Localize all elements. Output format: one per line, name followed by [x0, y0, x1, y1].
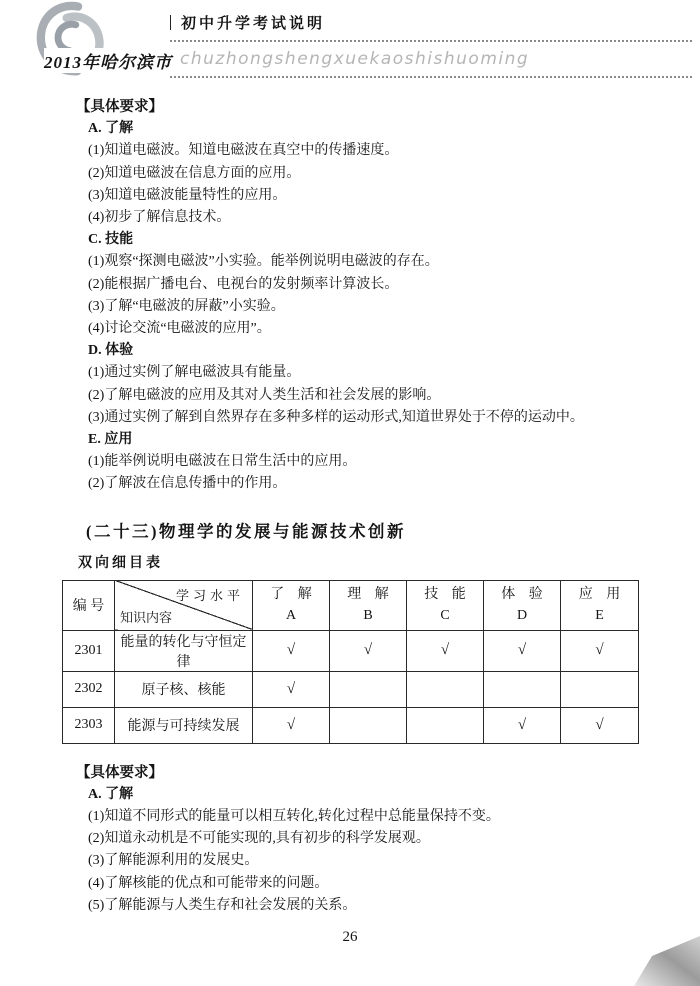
- requirement-item: (4)了解核能的优点和可能带来的问题。: [88, 875, 329, 891]
- row-mark-cell: √: [484, 630, 561, 671]
- level-letter: B: [363, 608, 373, 624]
- row-mark-cell: √: [253, 630, 330, 671]
- row-mark-cell: √: [561, 707, 639, 743]
- row-mark-cell: [330, 707, 407, 743]
- col-header-level-a: [253, 580, 330, 630]
- col-header-diagonal: [115, 580, 253, 630]
- table-header-row: [63, 580, 639, 630]
- row-mark-cell: √: [330, 630, 407, 671]
- row-mark-cell: [407, 671, 484, 707]
- level-name: 理 解: [347, 587, 389, 603]
- requirement-item: (2)知道永动机是不可能实现的,具有初步的科学发展观。: [88, 831, 430, 847]
- requirement-item: (1)观察“探测电磁波”小实验。能举例说明电磁波的存在。: [88, 254, 439, 270]
- requirements-heading: 【具体要求】: [76, 764, 163, 781]
- col-header-level-d: [484, 580, 561, 630]
- page-number: 26: [342, 929, 358, 945]
- row-mark-cell: √: [253, 671, 330, 707]
- requirement-item: (1)通过实例了解电磁波具有能量。: [88, 365, 301, 381]
- table-row: [63, 630, 639, 671]
- requirement-item: (2)了解波在信息传播中的作用。: [88, 476, 287, 492]
- requirement-item: (3)通过实例了解到自然界存在多种多样的运动形式,知道世界处于不停的运动中。: [88, 409, 584, 425]
- requirement-level-label: A. 了解: [88, 121, 134, 137]
- objectives-table-body: [63, 630, 639, 743]
- row-content-cell: 能源与可持续发展: [115, 707, 253, 743]
- level-letter: D: [516, 608, 528, 624]
- level-name: 技 能: [424, 587, 466, 603]
- row-mark-cell: √: [484, 707, 561, 743]
- table-row: [63, 671, 639, 707]
- requirement-item: (2)知道电磁波在信息方面的应用。: [88, 165, 301, 181]
- col-header-level-e: [561, 580, 639, 630]
- row-id-cell: 2301: [63, 630, 115, 671]
- requirement-item: (5)了解能源与人类生存和社会发展的关系。: [88, 897, 357, 913]
- requirements-section-electromagnetic: [62, 96, 640, 496]
- row-content-cell: 能量的转化与守恒定律: [115, 630, 253, 671]
- requirement-level-label: A. 了解: [88, 786, 134, 802]
- level-name: 应 用: [578, 587, 621, 603]
- requirement-item: (1)知道不同形式的能量可以相互转化,转化过程中总能量保持不变。: [88, 809, 500, 825]
- doc-title-pinyin: chuzhongshengxuekaoshishuoming: [180, 49, 530, 69]
- doc-title-row: [170, 12, 692, 40]
- page-header: [0, 0, 700, 92]
- row-id-cell: 2303: [63, 707, 115, 743]
- page-body: [0, 92, 700, 917]
- col-header-id: 编 号: [63, 580, 115, 630]
- row-mark-cell: [330, 671, 407, 707]
- requirement-item: (4)初步了解信息技术。: [88, 210, 231, 226]
- level-letter: C: [440, 608, 450, 624]
- objectives-table: [62, 580, 639, 744]
- row-mark-cell: √: [253, 707, 330, 743]
- col-header-level-b: [330, 580, 407, 630]
- requirement-item: (2)了解电磁波的应用及其对人类生活和社会发展的影响。: [88, 387, 441, 403]
- diagonal-label-learning-level: 学习水平: [175, 587, 244, 603]
- requirement-item: (3)知道电磁波能量特性的应用。: [88, 187, 287, 203]
- requirement-item: (2)能根据广播电台、电视台的发射频率计算波长。: [88, 276, 399, 292]
- requirement-level-label: E. 应用: [88, 432, 133, 448]
- requirement-item: (3)了解能源利用的发展史。: [88, 853, 259, 869]
- corner-ribbon-icon: [634, 934, 700, 986]
- requirement-item: (1)知道电磁波。知道电磁波在真空中的传播速度。: [88, 143, 399, 159]
- requirement-item: (4)讨论交流“电磁波的应用”。: [88, 321, 271, 337]
- requirement-item: (3)了解“电磁波的屏蔽”小实验。: [88, 298, 285, 314]
- diagonal-label-knowledge-content: 知识内容: [120, 609, 173, 625]
- row-mark-cell: √: [407, 630, 484, 671]
- row-mark-cell: [484, 671, 561, 707]
- row-mark-cell: [561, 671, 639, 707]
- row-id-cell: 2302: [63, 671, 115, 707]
- requirement-level-label: C. 技能: [88, 232, 134, 248]
- table-row: [63, 707, 639, 743]
- requirements-section-energy: [62, 762, 640, 917]
- header-dotted-rule-bottom: [170, 76, 692, 78]
- requirements-heading: 【具体要求】: [76, 99, 163, 115]
- row-mark-cell: [407, 707, 484, 743]
- title-divider-bar: [170, 15, 171, 30]
- row-mark-cell: √: [561, 630, 639, 671]
- doc-title: 初中升学考试说明: [181, 16, 326, 32]
- level-letter: E: [595, 608, 604, 624]
- level-name: 了 解: [270, 587, 312, 603]
- row-content-cell: 原子核、核能: [115, 671, 253, 707]
- col-header-level-c: [407, 580, 484, 630]
- requirement-level-label: D. 体验: [88, 343, 134, 359]
- section-title: (二十三)物理学的发展与能源技术创新: [86, 521, 406, 541]
- table-caption: 双向细目表: [78, 555, 163, 571]
- level-letter: A: [285, 608, 297, 624]
- year-city-label: 2013年哈尔滨市: [44, 48, 176, 73]
- header-title-block: [170, 12, 692, 78]
- level-name: 体 验: [501, 587, 543, 603]
- requirement-item: (1)能举例说明电磁波在日常生活中的应用。: [88, 454, 357, 470]
